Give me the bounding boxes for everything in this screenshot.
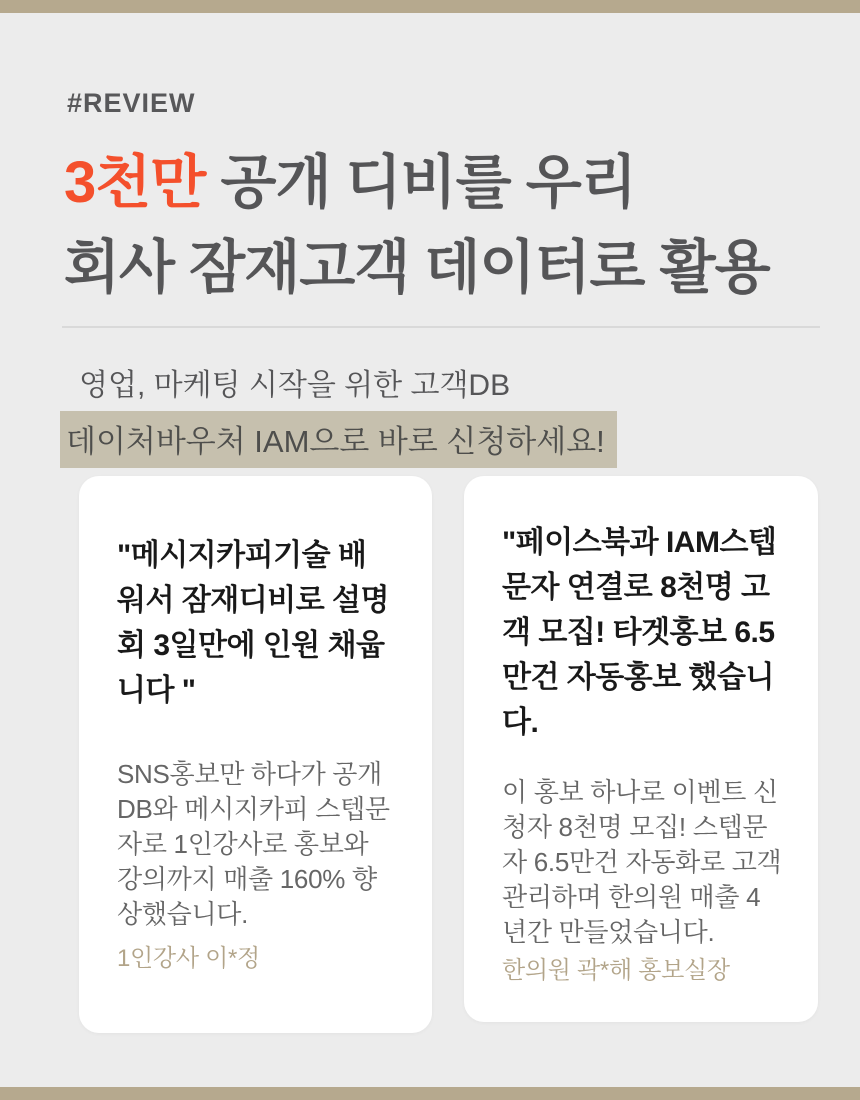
testimonial-card-1	[79, 476, 432, 1033]
testimonial-cards-row	[79, 476, 818, 1033]
page-title-line1-rest: 공개 디비를 우리	[205, 150, 636, 215]
testimonial-2-body: 이 홍보 하나로 이벤트 신청자 8천명 모집! 스텝문자 6.5만건 자동화로 고객관리하며 한의원 매출 4년간 만들었습니다.	[502, 777, 782, 947]
hashtag-review-label: #REVIEW	[67, 88, 196, 118]
testimonial-1-title: "메시지카피기술 배워서 잠재디비로 설명회 3일만에 인원 채웁니다 "	[117, 539, 389, 707]
page-title-highlight: 3천만	[64, 150, 206, 215]
bottom-accent-bar	[0, 1087, 860, 1100]
page-title-line1	[64, 140, 770, 225]
subtitle-text: 영업, 마케팅 시작을 위한 고객DB	[79, 369, 511, 402]
page-title-line2: 회사 잠재고객 데이터로 활용	[64, 235, 770, 300]
testimonial-1-body: SNS홍보만 하다가 공개DB와 메시지카피 스텝문자로 1인강사로 홍보와 강의까지 매출 160% 향상했습니다.	[117, 759, 390, 929]
testimonial-2-title: "페이스북과 IAM스텝문자 연결로 8천명 고객 모집! 타겟홍보 6.5만건 자동홍보 했습니다.	[502, 526, 777, 739]
cta-highlight-banner: 데이처바우처 IAM으로 바로 신청하세요!	[60, 411, 617, 468]
testimonial-2-author: 한의원 곽*해 홍보실장	[502, 957, 730, 984]
page-title	[64, 140, 770, 310]
top-accent-bar	[0, 0, 860, 13]
divider-line	[62, 326, 820, 328]
testimonial-1-author: 1인강사 이*정	[117, 945, 260, 972]
testimonial-card-2	[464, 476, 818, 1022]
